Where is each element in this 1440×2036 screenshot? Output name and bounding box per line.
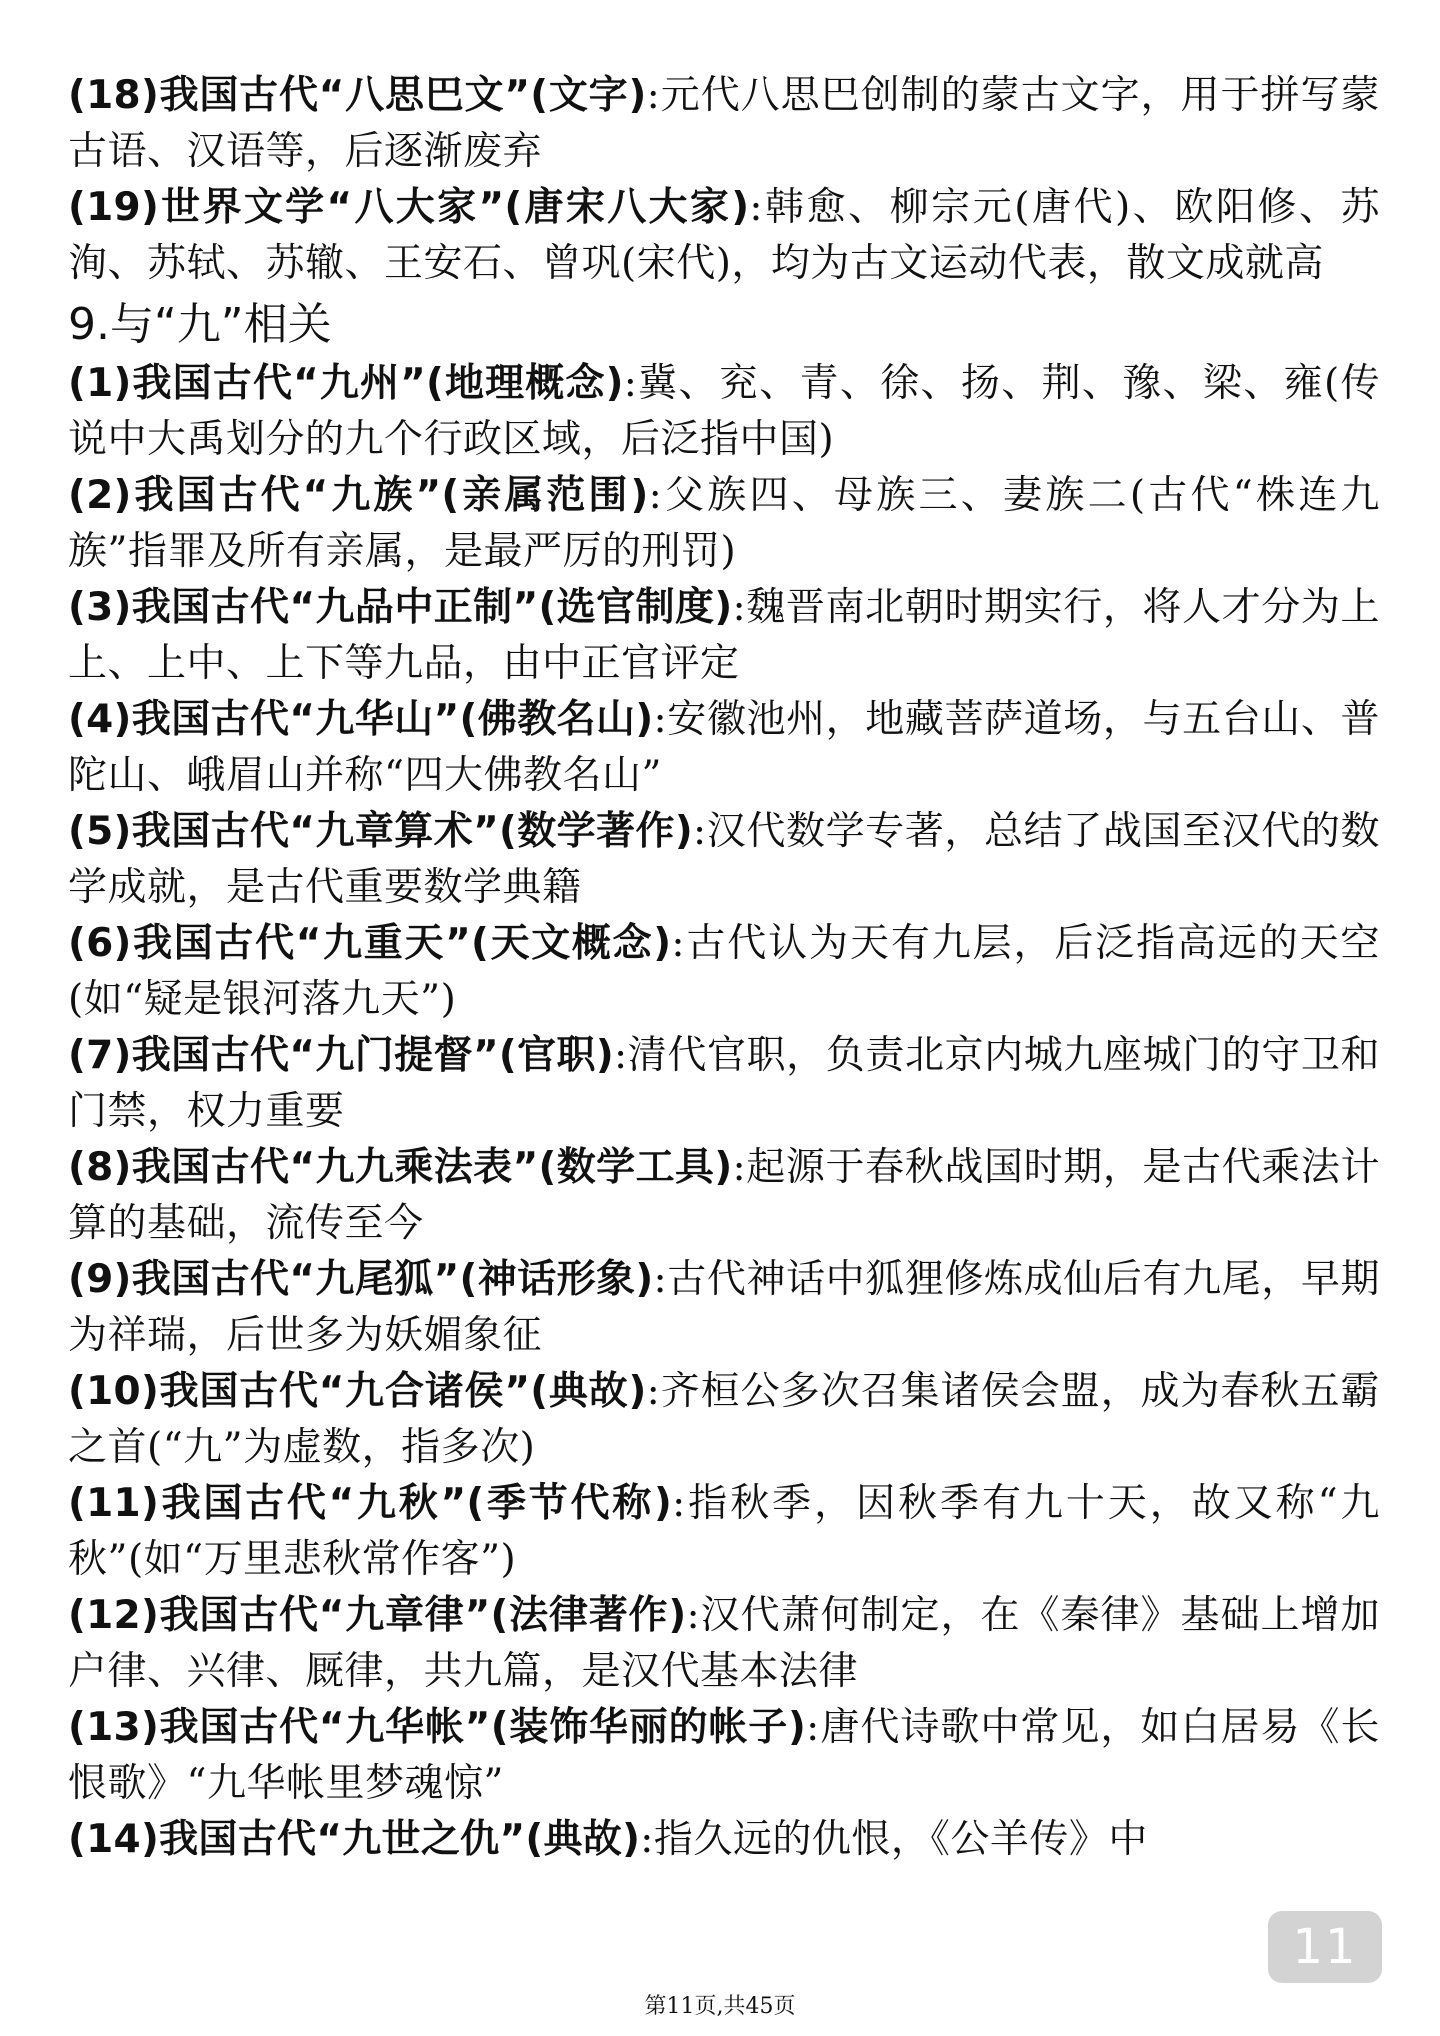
- page-number-badge: 11: [1268, 1911, 1382, 1983]
- entry-11: [68, 1476, 1380, 1588]
- entry-6: [68, 916, 1380, 1028]
- entry-heading: (13)我国古代“九华帐”(装饰华丽的帐子): [68, 1705, 807, 1750]
- entry-12: [68, 1588, 1380, 1700]
- entry-text: :指久远的仇恨，《公羊传》中: [640, 1817, 1148, 1862]
- entry-heading: (7)我国古代“九门提督”(官职): [68, 1033, 615, 1078]
- entry-heading: (11)我国古代“九秋”(季节代称): [68, 1481, 673, 1526]
- entry-heading: (9)我国古代“九尾狐”(神话形象): [68, 1257, 654, 1302]
- entry-heading: (5)我国古代“九章算术”(数学著作): [68, 809, 694, 854]
- entry-text: :冀、兖、青、徐、扬、荆、豫、梁、雍(传说中大禹划分的九个行政区域，后泛指中国): [68, 361, 1380, 462]
- entry-8: [68, 1140, 1380, 1252]
- entry-19: [68, 180, 1380, 292]
- entry-text: :清代官职，负责北京内城九座城门的守卫和门禁，权力重要: [68, 1033, 1381, 1134]
- entry-3: [68, 580, 1380, 692]
- entry-text: :古代认为天有九层，后泛指高远的天空(如“疑是银河落九天”): [68, 921, 1380, 1022]
- entry-heading: (4)我国古代“九华山”(佛教名山): [68, 697, 654, 742]
- entry-10: [68, 1364, 1380, 1476]
- entry-text: :汉代数学专著，总结了战国至汉代的数学成就，是古代重要数学典籍: [68, 809, 1380, 910]
- entry-14: [68, 1812, 1380, 1868]
- entry-9: [68, 1252, 1380, 1364]
- entry-heading: (10)我国古代“九合诸侯”(典故): [68, 1369, 647, 1414]
- entry-heading: (19)世界文学“八大家”(唐宋八大家): [68, 185, 750, 230]
- entry-1: [68, 356, 1380, 468]
- entry-text: :起源于春秋战国时期，是古代乘法计算的基础，流传至今: [68, 1145, 1380, 1246]
- entry-heading: (2)我国古代“九族”(亲属范围): [68, 473, 649, 518]
- entry-heading: (12)我国古代“九章律”(法律著作): [68, 1593, 687, 1638]
- entry-4: [68, 692, 1380, 804]
- entry-text: :古代神话中狐狸修炼成仙后有九尾，早期为祥瑞，后世多为妖媚象征: [68, 1257, 1380, 1358]
- entry-text: :安徽池州，地藏菩萨道场，与五台山、普陀山、峨眉山并称“四大佛教名山”: [68, 697, 1380, 798]
- entry-heading: (18)我国古代“八思巴文”(文字): [68, 73, 647, 118]
- section-title: 9.与“九”相关: [68, 299, 332, 350]
- entry-text: :唐代诗歌中常见，如白居易《长恨歌》“九华帐里梦魂惊”: [68, 1705, 1381, 1806]
- entry-heading: (3)我国古代“九品中正制”(选官制度): [68, 585, 733, 630]
- entry-2: [68, 468, 1380, 580]
- entry-18: [68, 68, 1380, 180]
- entry-5: [68, 804, 1380, 916]
- entry-text: :元代八思巴创制的蒙古文字，用于拼写蒙古语、汉语等，后逐渐废弃: [68, 73, 1381, 174]
- entry-heading: (8)我国古代“九九乘法表”(数学工具): [68, 1145, 733, 1190]
- entry-text: :父族四、母族三、妻族二(古代“株连九族”指罪及所有亲属，是最严厉的刑罚): [68, 473, 1381, 574]
- entry-heading: (14)我国古代“九世之仇”(典故): [68, 1817, 641, 1862]
- page-footer: 第11页,共45页: [644, 1994, 796, 2019]
- document-content: [68, 68, 1380, 1868]
- entry-text: :汉代萧何制定，在《秦律》基础上增加户律、兴律、厩律，共九篇，是汉代基本法律: [68, 1593, 1380, 1694]
- entry-text: :魏晋南北朝时期实行，将人才分为上上、上中、上下等九品，由中正官评定: [68, 585, 1380, 686]
- entry-text: :韩愈、柳宗元(唐代)、欧阳修、苏洵、苏轼、苏辙、王安石、曾巩(宋代)，均为古文运动代表，散文成就高: [68, 185, 1380, 286]
- entry-7: [68, 1028, 1380, 1140]
- entry-text: :指秋季，因秋季有九十天，故又称“九秋”(如“万里悲秋常作客”): [68, 1481, 1381, 1582]
- entry-text: :齐桓公多次召集诸侯会盟，成为春秋五霸之首(“九”为虚数，指多次): [68, 1369, 1381, 1470]
- entry-heading: (6)我国古代“九重天”(天文概念): [68, 921, 672, 966]
- entry-heading: (1)我国古代“九州”(地理概念): [68, 361, 624, 406]
- entry-13: [68, 1700, 1380, 1812]
